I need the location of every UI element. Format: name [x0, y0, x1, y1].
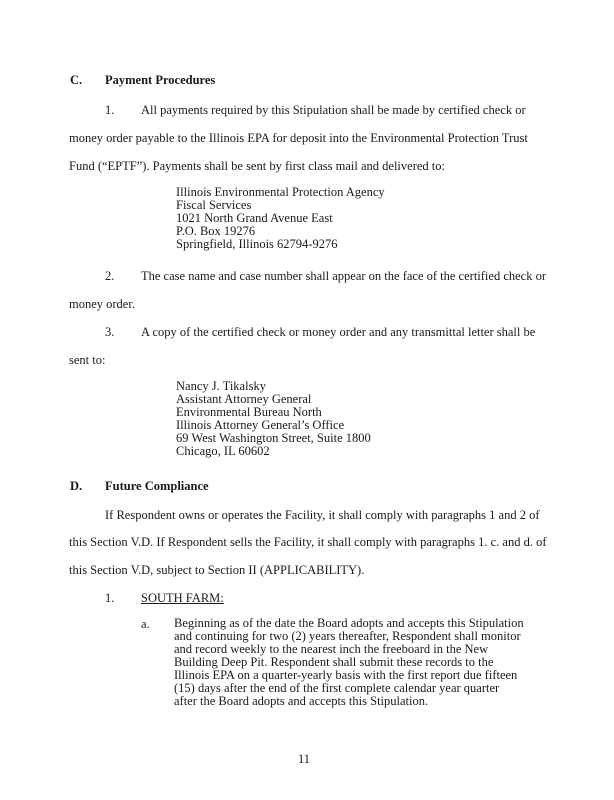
- sub1a-label: a.: [141, 617, 150, 631]
- address1-line: P.O. Box 19276: [176, 224, 256, 238]
- section-d-line3: this Section V.D, subject to Section II (APPLICABILITY).: [69, 563, 365, 577]
- sub1-title: SOUTH FARM:: [141, 591, 224, 605]
- item3-line1: A copy of the certified check or money order and any transmittal letter shall be: [141, 325, 536, 339]
- item3-number: 3.: [105, 325, 115, 339]
- section-d-line1: If Respondent owns or operates the Facility, it shall comply with paragraphs 1 and 2 of: [105, 508, 540, 522]
- item1-line2: money order payable to the Illinois EPA for deposit into the Environmental Protection Trust: [69, 131, 528, 145]
- item2-line2: money order.: [69, 297, 135, 311]
- epa-address-block: [176, 186, 385, 251]
- item1-line3: Fund (“EPTF”). Payments shall be sent by first class mail and delivered to:: [69, 159, 445, 173]
- address2-line: Chicago, IL 60602: [176, 444, 270, 458]
- section-d-title: Future Compliance: [105, 479, 209, 493]
- address1-line: Springfield, Illinois 62794-9276: [176, 237, 338, 251]
- item1-line1: All payments required by this Stipulation shall be made by certified check or: [141, 103, 526, 117]
- address1-line: 1021 North Grand Avenue East: [176, 211, 333, 225]
- section-d-letter: D.: [70, 479, 83, 493]
- sub1a-paragraph: Beginning as of the date the Board adopts and accepts this Stipulation and continuing for two (2) years thereafter, Respondent shall monitor and record weekly to the nearest inch the freeboard in the New Building Deep Pit. Respondent shall submit these records to the Illinois EPA on a quarter-yearly basis with the first report due fifteen (15) days after the end of the first complete calendar year quarter after the Board adopts and accepts this Stipulation.: [174, 616, 524, 708]
- item3-line2: sent to:: [69, 353, 106, 367]
- page-number: 11: [298, 752, 311, 766]
- item2-line1: The case name and case number shall appear on the face of the certified check or: [141, 269, 546, 283]
- section-d-line2: this Section V.D. If Respondent sells the Facility, it shall comply with paragraphs 1. c. and d. of: [69, 535, 547, 549]
- sub1-number: 1.: [105, 591, 115, 605]
- address2-line: Nancy J. Tikalsky: [176, 379, 266, 393]
- address2-line: Illinois Attorney General’s Office: [176, 418, 345, 432]
- address1-line: Fiscal Services: [176, 198, 252, 212]
- item2-number: 2.: [105, 269, 115, 283]
- address2-line: 69 West Washington Street, Suite 1800: [176, 431, 371, 445]
- address2-line: Assistant Attorney General: [176, 392, 312, 406]
- section-c-title: Payment Procedures: [105, 73, 216, 87]
- item1-number: 1.: [105, 103, 115, 117]
- section-c-letter: C.: [70, 73, 83, 87]
- address1-line: Illinois Environmental Protection Agency: [176, 185, 385, 199]
- ag-address-block: [176, 380, 371, 458]
- address2-line: Environmental Bureau North: [176, 405, 322, 419]
